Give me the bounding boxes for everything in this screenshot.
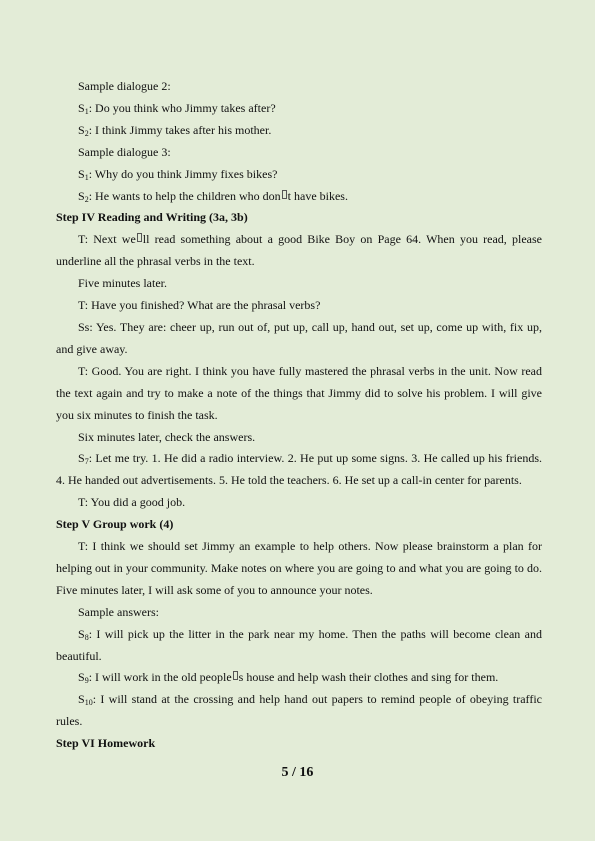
step-6-heading: Step VI Homework xyxy=(56,736,156,751)
speaker-number: 2 xyxy=(84,128,89,138)
speaker-number: 1 xyxy=(84,172,89,182)
speaker: S xyxy=(78,670,85,685)
paragraph: T: Have you finished? What are the phrasal verbs? xyxy=(78,298,321,313)
paragraph: Six minutes later, check the answers. xyxy=(78,429,256,444)
speaker-number: 10 xyxy=(84,698,93,708)
speaker-number: 2 xyxy=(84,194,89,204)
speaker: S xyxy=(78,122,85,137)
dialogue-line xyxy=(56,98,542,120)
paragraph: T: I think we should set Jimmy an example to help others. Now please brainstorm a plan for helping out in your community. Make notes on where you are going to and what you are going to do. Five minutes later, I will ask some of you to announce your notes. xyxy=(56,539,542,597)
utterance: : I will stand at the crossing and help hand out papers to remind people of obeying traffic rules. xyxy=(56,692,542,729)
paragraph xyxy=(56,229,542,273)
dialogue-line xyxy=(56,448,542,492)
page-number: 5 / 16 xyxy=(281,765,314,780)
dialogue-line xyxy=(56,624,542,668)
utterance: : Let me try. 1. He did a radio interview. 2. He put up some signs. 3. He called up his friends. 4. He handed out advertisements. 5. He told the teachers. 6. He set up a call-in center for parents. xyxy=(56,451,542,488)
speaker: S xyxy=(78,166,85,181)
missing-glyph-icon xyxy=(282,190,287,199)
dialogue-line xyxy=(56,667,542,689)
paragraph: T: Good. You are right. I think you have fully mastered the phrasal verbs in the unit. Now read the text again and try to make a note of the things that Jimmy did to solve his problem. I will give you six minutes to finish the task. xyxy=(56,363,542,422)
sample-dialogue-2-heading: Sample dialogue 2: xyxy=(78,79,171,93)
utterance-end: t have bikes. xyxy=(287,188,348,203)
lesson-plan-body xyxy=(56,76,542,755)
utterance: : I think Jimmy takes after his mother. xyxy=(88,122,272,137)
utterance-end: s house and help wash their clothes and sing for them. xyxy=(238,670,499,685)
speaker: S xyxy=(78,692,85,707)
paragraph: Sample answers: xyxy=(78,604,159,619)
paragraph: Ss: Yes. They are: cheer up, run out of, put up, call up, hand out, set up, come up with, fix up, and give away. xyxy=(56,319,542,356)
speaker: S xyxy=(78,451,85,466)
speaker-number: 9 xyxy=(84,676,89,686)
utterance: : I will work in the old people xyxy=(88,670,232,685)
text: T: Next we xyxy=(78,232,136,247)
utterance: : He wants to help the children who don xyxy=(88,188,281,203)
step-5-heading: Step V Group work (4) xyxy=(56,517,174,532)
speaker-number: 1 xyxy=(84,106,89,116)
speaker-number: 8 xyxy=(84,632,89,642)
dialogue-line xyxy=(56,689,542,733)
speaker: S xyxy=(78,188,85,203)
speaker-number: 7 xyxy=(84,457,89,467)
missing-glyph-icon xyxy=(233,671,238,680)
sample-dialogue-3-heading: Sample dialogue 3: xyxy=(78,144,171,159)
missing-glyph-icon xyxy=(137,233,142,242)
utterance: : Do you think who Jimmy takes after? xyxy=(88,100,276,115)
step-4-heading: Step IV Reading and Writing (3a, 3b) xyxy=(56,210,248,225)
text: ll read something about a good Bike Boy on Page 64. When you read, please underline all the phrasal verbs in the text. xyxy=(56,232,542,269)
speaker: S xyxy=(78,626,85,641)
speaker: S xyxy=(78,100,85,115)
dialogue-line xyxy=(56,164,542,186)
dialogue-line xyxy=(56,120,542,142)
paragraph: T: You did a good job. xyxy=(78,495,186,510)
dialogue-line xyxy=(56,186,542,208)
utterance: : Why do you think Jimmy fixes bikes? xyxy=(88,166,278,181)
utterance: : I will pick up the litter in the park near my home. Then the paths will become clean and beautiful. xyxy=(56,626,542,663)
paragraph: Five minutes later. xyxy=(78,276,167,291)
